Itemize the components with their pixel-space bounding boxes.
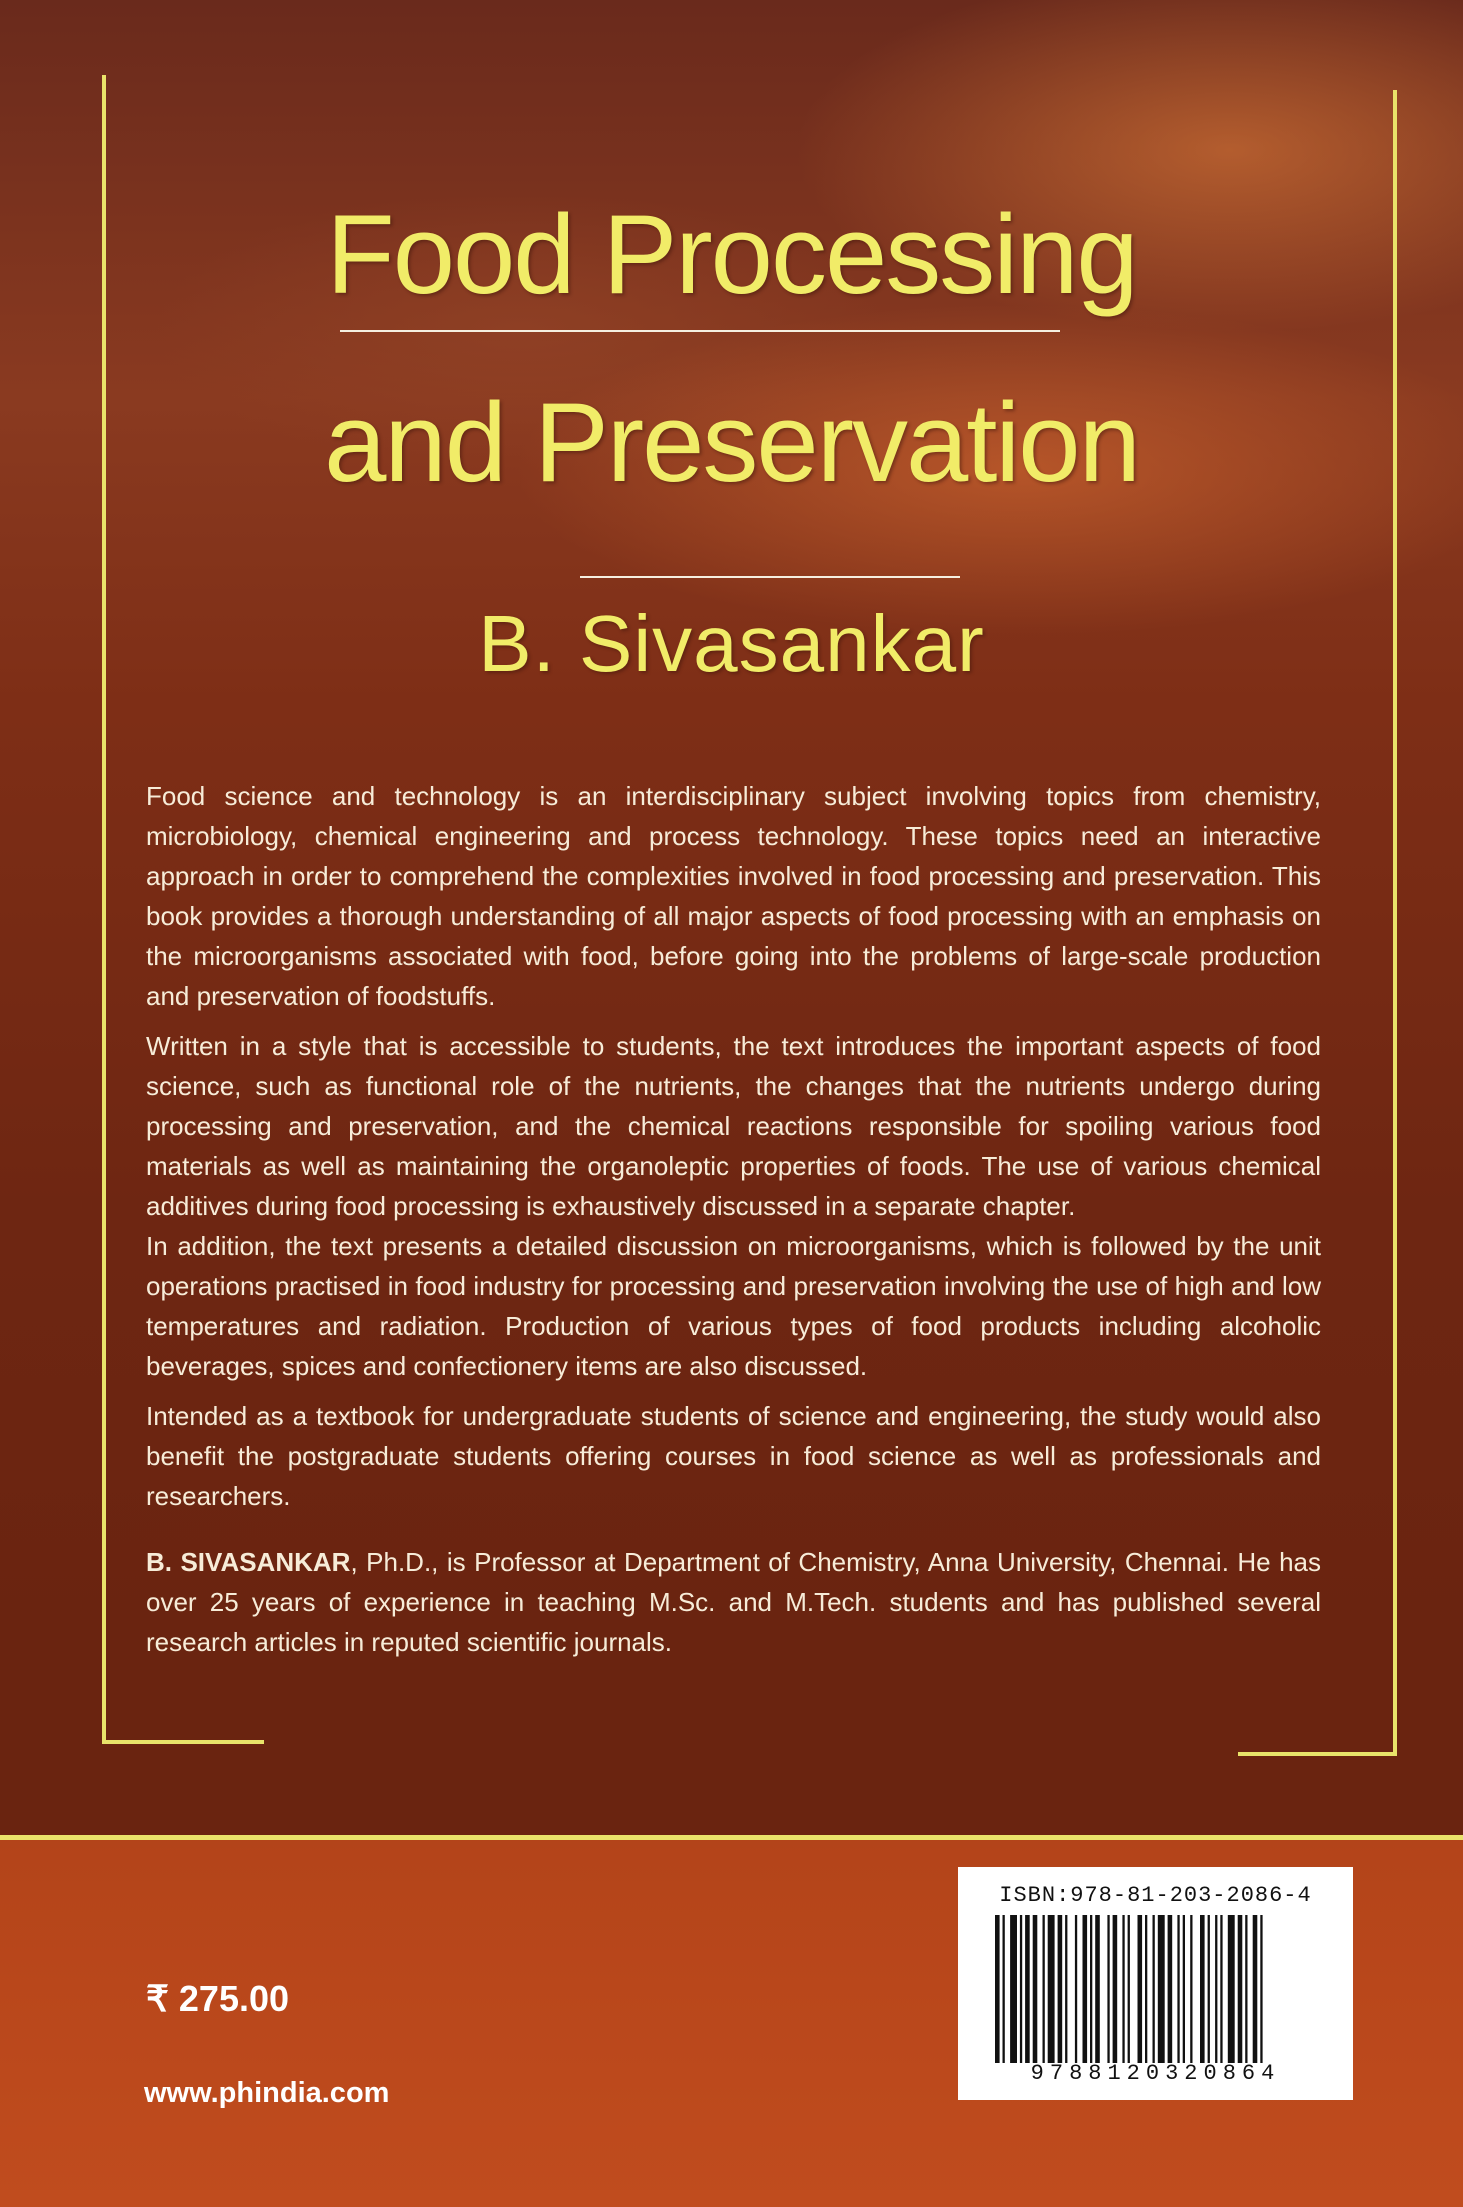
barcode-bar [1065,1915,1067,2063]
isbn-label: ISBN:978-81-203-2086-4 [999,1883,1312,1908]
barcode-bar [1153,1915,1155,2063]
barcode-digits: 9788120320864 [1030,2061,1281,2086]
price-label: ₹ 275.00 [146,1978,290,2019]
barcode-bar [1090,1915,1092,2063]
blurb-paragraph: In addition, the text presents a detailed discussion on microorganisms, which is followed by the unit operations practised in food industry for processing and preservation involving the use of high and low temperatures and radiation. Production of various types of food products including alcoholic beverages, spices and confectionery items are also discussed. [146,1231,1321,1381]
barcode-bar [1200,1915,1205,2063]
author-bio [146,1542,1321,1662]
barcode-bar [1183,1915,1185,2063]
barcode-bar [1075,1915,1077,2063]
barcode-bar [1128,1915,1130,2063]
barcode-bar [1107,1915,1109,2063]
barcode-bar [1058,1915,1063,2063]
title-divider [340,330,1060,332]
blurb-paragraph: Written in a style that is accessible to students, the text introduces the important aspects of food science, such as functional role of the nutrients, the changes that the nutrients undergo during processing and preservation, and the chemical reactions responsible for spoiling various food materials as well as maintaining the organoleptic properties of foods. The use of various chemical additives during food processing is exhaustively discussed in a separate chapter. [146,1031,1321,1221]
barcode-bar [1020,1915,1022,2063]
blurb [146,776,1321,1672]
author-bio-name: B. SIVASANKAR [146,1547,351,1577]
barcode-bar [1043,1915,1045,2063]
barcode-bar [1095,1915,1100,2063]
barcode-bar [1083,1915,1088,2063]
author-bio-text: , Ph.D., is Professor at Department of Chemistry, Anna University, Chennai. He has over 25 years of experience in teaching M.Sc. and M.Tech. students and has published several research articles in reputed scientific journals. [146,1547,1322,1657]
barcode-bar [995,1915,1000,2063]
blurb-paragraph: Food science and technology is an interdisciplinary subject involving topics from chemistry, microbiology, chemical engineering and process technology. These topics need an interactive approach in order to comprehend the complexities involved in food processing and preservation. This book provides a thorough understanding of all major aspects of food processing with an emphasis on the microorganisms associated with food, before going into the problems of large-scale production and preservation of foodstuffs. [146,781,1321,1011]
title-line-2: and Preservation [324,380,1139,505]
barcode-bar [1238,1915,1243,2063]
barcode-bar [1003,1915,1005,2063]
title-line-1: Food Processing [326,192,1137,317]
barcode-bar [1260,1915,1262,2063]
barcode-bar [1215,1915,1217,2063]
barcode-bar [1145,1915,1147,2063]
barcode-bar [1177,1915,1179,2063]
barcode-bar [1033,1915,1038,2063]
barcode-bar [1190,1915,1192,2063]
barcode-bar [1168,1915,1173,2063]
barcode-bar [1228,1915,1235,2063]
barcode-bar [1010,1915,1017,2063]
barcode-bar [1158,1915,1165,2063]
barcode-bars [993,1915,1318,2063]
publisher-website[interactable]: www.phindia.com [144,2077,390,2109]
barcode-bar [1245,1915,1247,2063]
barcode-bar [1208,1915,1210,2063]
author-divider [580,576,960,578]
barcode-bar [1048,1915,1055,2063]
barcode-bar [1122,1915,1124,2063]
barcode-bar [1220,1915,1222,2063]
barcode-bar [1138,1915,1143,2063]
barcode-bar [1253,1915,1258,2063]
blurb-paragraph: Intended as a textbook for undergraduate students of science and engineering, the study would also benefit the postgraduate students offering courses in food science as well as professionals and researchers. [146,1401,1321,1511]
barcode-bar [1025,1915,1030,2063]
author-name: B. Sivasankar [478,599,985,688]
barcode-bar [1113,1915,1118,2063]
barcode [958,1867,1353,2100]
